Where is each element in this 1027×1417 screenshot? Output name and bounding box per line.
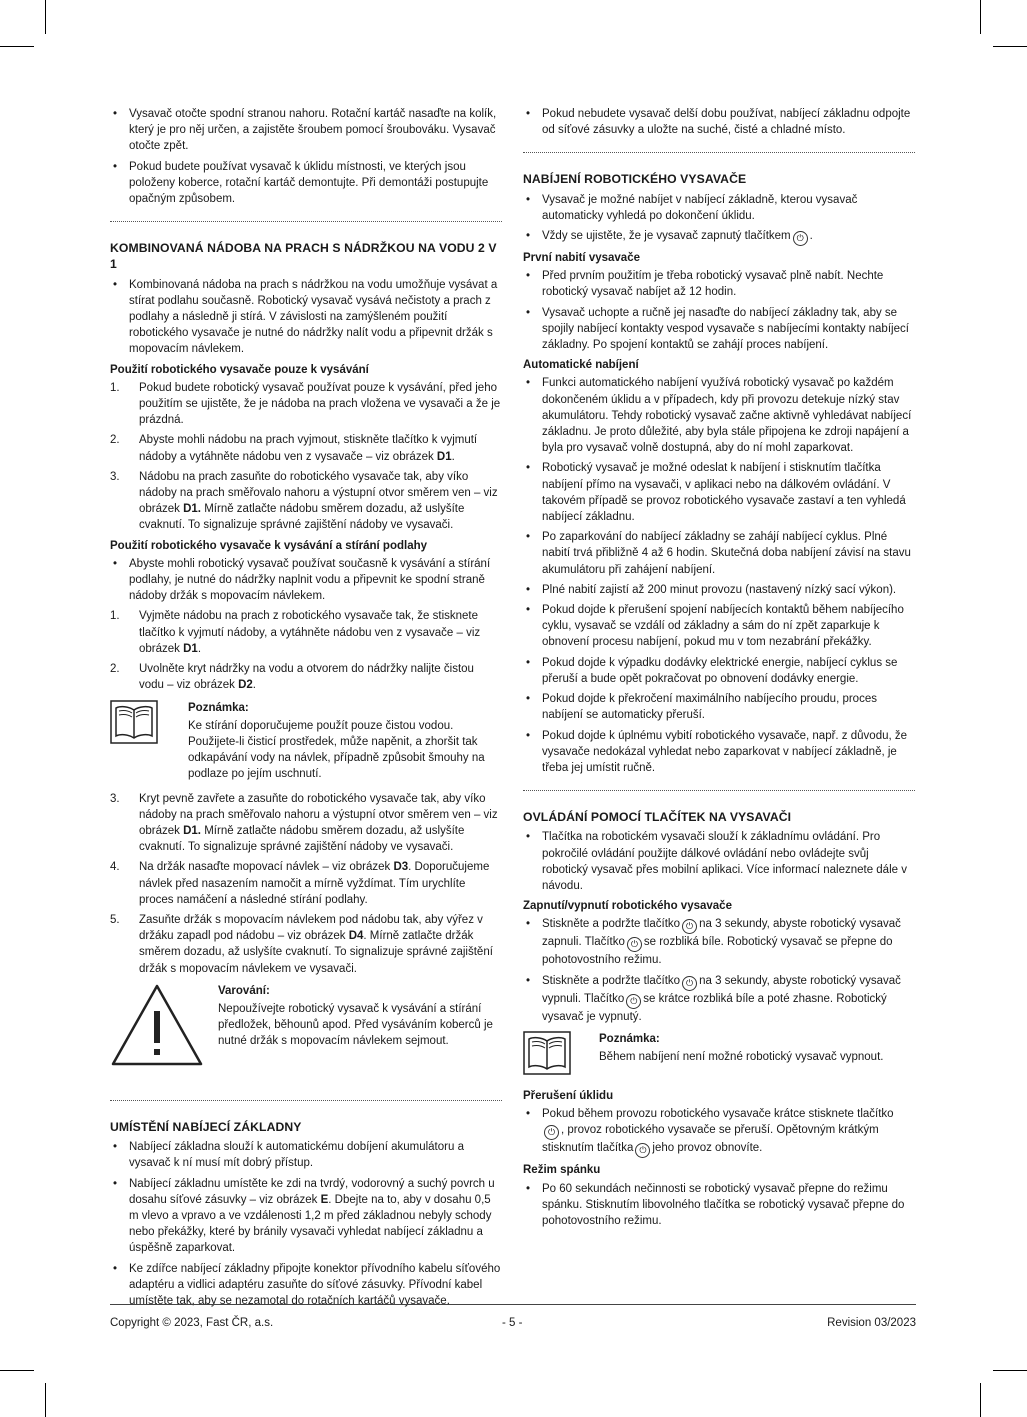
list-item: • Pokud nebudete vysavač delší dobu používat, nabíjecí základnu odpojte od síťové zásuvky a uložte na suché, čisté a chladné místo. bbox=[526, 108, 911, 137]
dotted-separator bbox=[110, 1100, 502, 1101]
numbered-list bbox=[110, 608, 502, 693]
list-item: • Nabíjecí základnu umístěte ke zdi na tvrdý, vodorovný a suchý povrch u dosahu síťové zásuvky – viz obrázek E. Dbejte na to, aby v dosahu 0,5 m vlevo a vpravo a ve vzdálenosti 1,2 m před základnou nebyly schody nebo překážky, které by bránily vysavači vyhledat nabíjecí základnu a úspěšně zaparkovat. bbox=[113, 1177, 495, 1255]
warning-box bbox=[110, 983, 502, 1072]
book-icon bbox=[110, 700, 158, 783]
subheading-power: Zapnutí/vypnutí robotického vysavače bbox=[523, 900, 732, 913]
power-icon: ⏻ bbox=[544, 1125, 559, 1140]
list-item: 4. Na držák nasaďte mopovací návlek – viz obrázek D3. Doporučujeme návlek před nasazením namočit a mírně vyždímat. Tím urychlíte proces namáčení a následné stírání podlahy. bbox=[110, 861, 490, 906]
list-item: • Nabíjecí základna slouží k automatickému dobíjení akumulátoru a vysavač k ní musí mít dobrý přístup. bbox=[113, 1141, 464, 1170]
section-heading-base: UMÍSTĚNÍ NABÍJECÍ ZÁKLADNY bbox=[110, 1119, 302, 1134]
list-item: 5. Zasuňte držák s mopovacím návlekem pod nádobu tak, aby výřez v držáku zapadl pod nádobu – viz obrázek D4. Mírně zatlačte držák směrem dozadu, až uslyšíte cvaknutí. To signalizuje správné zajištění držák s mopovacím návlekem ve vysavači. bbox=[110, 913, 493, 975]
list-item: • Před prvním použitím je třeba robotický vysavač plně nabít. Nechte robotický vysavač nabíjet až 12 hodin. bbox=[526, 270, 884, 299]
list-item: • Vysavač otočte spodní stranou nahoru. Rotační kartáč nasaďte na kolík, který je pro něj určen, a zajistěte šroubem pomocí šroubováku. Vysavač otočte zpět. bbox=[113, 108, 497, 153]
subheading-vacuum-only: Použití robotického vysavače pouze k vysávání bbox=[110, 363, 369, 376]
list-item: 2. Uvolněte kryt nádržky na vodu a otvorem do nádržky nalijte čistou vodu – viz obrázek D2. bbox=[110, 663, 474, 692]
note-text: Během nabíjení není možné robotický vysavač vypnout. bbox=[599, 1050, 884, 1063]
crop-mark bbox=[980, 0, 981, 34]
list-item: • Plné nabití zajistí až 200 minut provozu (nastavený nízký sací výkon). bbox=[526, 583, 897, 596]
list-item: • Pokud dojde k přerušení spojení nabíjecích kontaktů během nabíjecího cyklu, vysavač se vzdálí od základny a sám do ní zpět zaparkuje k obnovení procesu nabíjení, pokud mu v tom nezabrání překážky. bbox=[526, 604, 904, 649]
dotted-separator bbox=[523, 152, 915, 153]
numbered-list bbox=[110, 791, 502, 977]
power-icon: ⏻ bbox=[627, 937, 642, 952]
list-item: • Abyste mohli robotický vysavač používat současně k vysávání a stírání podlahy, je nutné do nádržky naplnit vodu a připevnit ke spodní straně nádoby držák s mopovacím návlekem. bbox=[113, 557, 491, 603]
footer-page-number: - 5 - bbox=[502, 1317, 523, 1329]
crop-mark bbox=[0, 1370, 34, 1371]
crop-mark bbox=[0, 46, 34, 47]
page-footer bbox=[110, 1304, 916, 1329]
power-icon: ⏻ bbox=[635, 1143, 650, 1158]
footer-copyright: Copyright © 2023, Fast ČR, a.s. bbox=[110, 1317, 274, 1329]
list-item: • Pokud dojde k výpadku dodávky elektrické energie, nabíjecí cyklus se přeruší a bude opět pokračovat po obnovení dodávky energie. bbox=[526, 656, 898, 685]
warning-title: Varování: bbox=[218, 984, 270, 997]
list-item: • Pokud budete používat vysavač k úklidu místnosti, ve kterých jsou položeny koberce, rotační kartáč demontujte. Při demontáži postupujte opačným způsobem. bbox=[113, 160, 489, 206]
list-item: • Po 60 sekundách nečinnosti se robotický vysavač přepne do režimu spánku. Stisknutím libovolného tlačítka se robotický vysavač přepne do pohotovostního režimu. bbox=[526, 1182, 905, 1227]
list-item: • Vždy se ujistěte, že je vysavač zapnutý tlačítkem ⏻ . bbox=[523, 228, 915, 246]
crop-mark bbox=[980, 1383, 981, 1417]
power-icon: ⏻ bbox=[682, 976, 697, 991]
section-heading-charging: NABÍJENÍ ROBOTICKÉHO VYSAVAČE bbox=[523, 172, 747, 187]
footer-revision: Revision 03/2023 bbox=[827, 1317, 916, 1329]
crop-mark bbox=[993, 1370, 1027, 1371]
left-column bbox=[110, 106, 502, 1313]
list-item: • Robotický vysavač je možné odeslat k nabíjení i stisknutím tlačítka nabíjení přímo na vysavači, v aplikaci nebo na dálkovém ovládání. V takovém případě se provoz robotického vysavače zastaví a ten vyhledá nabíjecí základnu. bbox=[526, 462, 906, 524]
warning-icon bbox=[110, 983, 204, 1072]
crop-mark bbox=[45, 0, 46, 34]
power-icon: ⏻ bbox=[682, 919, 697, 934]
power-icon: ⏻ bbox=[793, 231, 808, 246]
list-item: 1. Vyjměte nádobu na prach z robotického vysavače tak, že stisknete tlačítko k vyjmutí nádoby, a vytáhněte nádobu ven z vysavače – viz obrázek D1. bbox=[110, 610, 481, 655]
power-icon: ⏻ bbox=[626, 994, 641, 1009]
subheading-sleep: Režim spánku bbox=[523, 1164, 601, 1177]
list-item: • Stiskněte a podržte tlačítko ⏻ na 3 sekundy, abyste robotický vysavač zapnuli. Tlačítko ⏻ se rozbliká bíle. Robotický vysavač se přepne do pohotovostního režimu. bbox=[526, 918, 901, 967]
list-item: • Po zaparkování do nabíjecí základny se zahájí nabíjecí cyklus. Plné nabití trvá přibližně 4 až 6 hodin. Skutečná doba nabíjení závisí na stavu akumulátoru při zahájení nabíjení. bbox=[526, 531, 911, 576]
list-item: • Vysavač uchopte a ručně jej nasaďte do nabíjecí základny tak, aby se spojily nabíjecí kontakty vespod vysavače s nabíjecími kontakty nabíjecí základny. Po spojení kontaktů se zahájí proces nabíjení. bbox=[526, 306, 909, 352]
warning-text: Nepoužívejte robotický vysavač k vysávání a stírání předložek, běhounů apod. Před vysáváním koberců je nutné držák s mopovacím návlekem sejmout. bbox=[218, 1002, 493, 1048]
list-item: • Vysavač je možné nabíjet v nabíjecí základně, kterou vysavač automaticky vyhledá po dokončení úklidu. bbox=[526, 193, 858, 222]
subheading-pause: Přerušení úklidu bbox=[523, 1089, 614, 1102]
list-item: • Pokud dojde k úplnému vybití robotického vysavače, např. z důvodu, že vysavače nedokázal vyhledat nebo zaparkovat v nabíjecí základně, je třeba jej umístit ručně. bbox=[526, 729, 908, 774]
note-box bbox=[110, 700, 502, 783]
note-box bbox=[523, 1031, 915, 1080]
crop-mark bbox=[993, 46, 1027, 47]
list-item: • Stiskněte a podržte tlačítko ⏻ na 3 sekundy, abyste robotický vysavač vypnuli. Tlačítko ⏻ se krátce rozbliká bíle a poté zhasne. Robotický vysavač je vypnutý. bbox=[526, 974, 901, 1023]
subheading-auto-charge: Automatické nabíjení bbox=[523, 359, 639, 372]
list-item: • Funkci automatického nabíjení využívá robotický vysavač po každém dokončeném úklidu a v případech, kdy při provozu detekuje nízký stav akumulátoru. Tehdy robotický vysavač začne aktivně vyhledávat nabíjecí základnu. Je proto důležité, aby byla stále připojena ke zdroji napájení a byla pro vysavač volně dostupná, aby do ní mohl zaparkovat. bbox=[526, 377, 912, 455]
list-item: • Pokud dojde k překročení maximálního nabíjecího proudu, proces nabíjení se automaticky přeruší. bbox=[526, 693, 877, 722]
book-icon bbox=[523, 1031, 571, 1080]
list-item: 2. Abyste mohli nádobu na prach vyjmout, stiskněte tlačítko k vyjmutí nádoby a vytáhněte nádobu ven z vysavače – viz obrázek D1. bbox=[110, 434, 478, 463]
right-column bbox=[523, 106, 915, 1233]
dotted-separator bbox=[110, 221, 502, 222]
list-item: 3. Nádobu na prach zasuňte do robotického vysavače tak, aby víko nádoby na prach směřovalo nahoru a výstupní otvor směrem ven – viz obrázek D1. Mírně zatlačte nádobu směrem dozadu, až uslyšíte cvaknutí. To signalizuje správné zajištění nádoby ve vysavači. bbox=[110, 470, 498, 532]
section-heading-buttons: OVLÁDÁNÍ POMOCÍ TLAČÍTEK NA VYSAVAČI bbox=[523, 810, 792, 825]
list-item: 3. Kryt pevně zavřete a zasuňte do robotického vysavače tak, aby víko nádoby na prach směřovalo nahoru a výstupní otvor směrem ven – viz obrázek D1. Mírně zatlačte nádobu směrem dozadu, až uslyšíte cvaknutí. To signalizuje správné zajištění nádoby ve vysavači. bbox=[110, 792, 498, 854]
list-item: • Kombinovaná nádoba na prach s nádržkou na vodu umožňuje vysávat a stírat podlahu současně. Robotický vysavač vysává nečistoty a prach z podlahy a následně ji stírá. V závislosti na zamýšleném použití robotického vysavače je nutné do nádržky nalít vodu a připevnit držák s mopovacím návlekem. bbox=[113, 278, 498, 356]
intro-list bbox=[110, 106, 502, 207]
note-title: Poznámka: bbox=[599, 1032, 660, 1045]
list-item: • Tlačítka na robotickém vysavači slouží k základnímu ovládání. Pro pokročilé ovládání použijte dálkové ovládání nebo ovládejte svůj robotický vysavač přes mobilní aplikaci. Více informací naleznete dále v návodu. bbox=[526, 831, 907, 892]
note-text: Ke stírání doporučujeme použít pouze čistou vodou. Použijete-li čisticí prostředek, může napěnit, a zhoršit tak odkapávání vody na návlek, případně způsobit šmouhy na podlaze po jejím uschnutí. bbox=[188, 719, 485, 781]
numbered-list bbox=[110, 380, 502, 534]
subheading-vacuum-mop: Použití robotického vysavače k vysávání a stírání podlahy bbox=[110, 539, 428, 552]
section-heading-combo: KOMBINOVANÁ NÁDOBA NA PRACH S NÁDRŽKOU NA VODU 2 V 1 bbox=[110, 241, 497, 272]
list-item: 1. Pokud budete robotický vysavač používat pouze k vysávání, před jeho použitím se ujistěte, že je nádoba na prach vložena ve vysavači a že je prázdná. bbox=[110, 381, 501, 427]
note-title: Poznámka: bbox=[188, 701, 249, 714]
subheading-first-charge: První nabití vysavače bbox=[523, 252, 640, 265]
crop-mark bbox=[45, 1383, 46, 1417]
list-item: • Ke zdířce nabíjecí základny připojte konektor přívodního kabelu síťového adaptéru a vidlici adaptéru zasuňte do síťové zásuvky. Přívodní kabel umístěte tak, aby se nezamotal do rotačních kartáčů vysavače. bbox=[113, 1262, 501, 1307]
list-item: • Pokud během provozu robotického vysavače krátce stisknete tlačítko ⏻ , provoz robotického vysavače se přeruší. Opětovným krátkým stisknutím tlačítka ⏻ jeho provoz obnovíte. bbox=[523, 1106, 915, 1158]
dotted-separator bbox=[523, 790, 915, 791]
